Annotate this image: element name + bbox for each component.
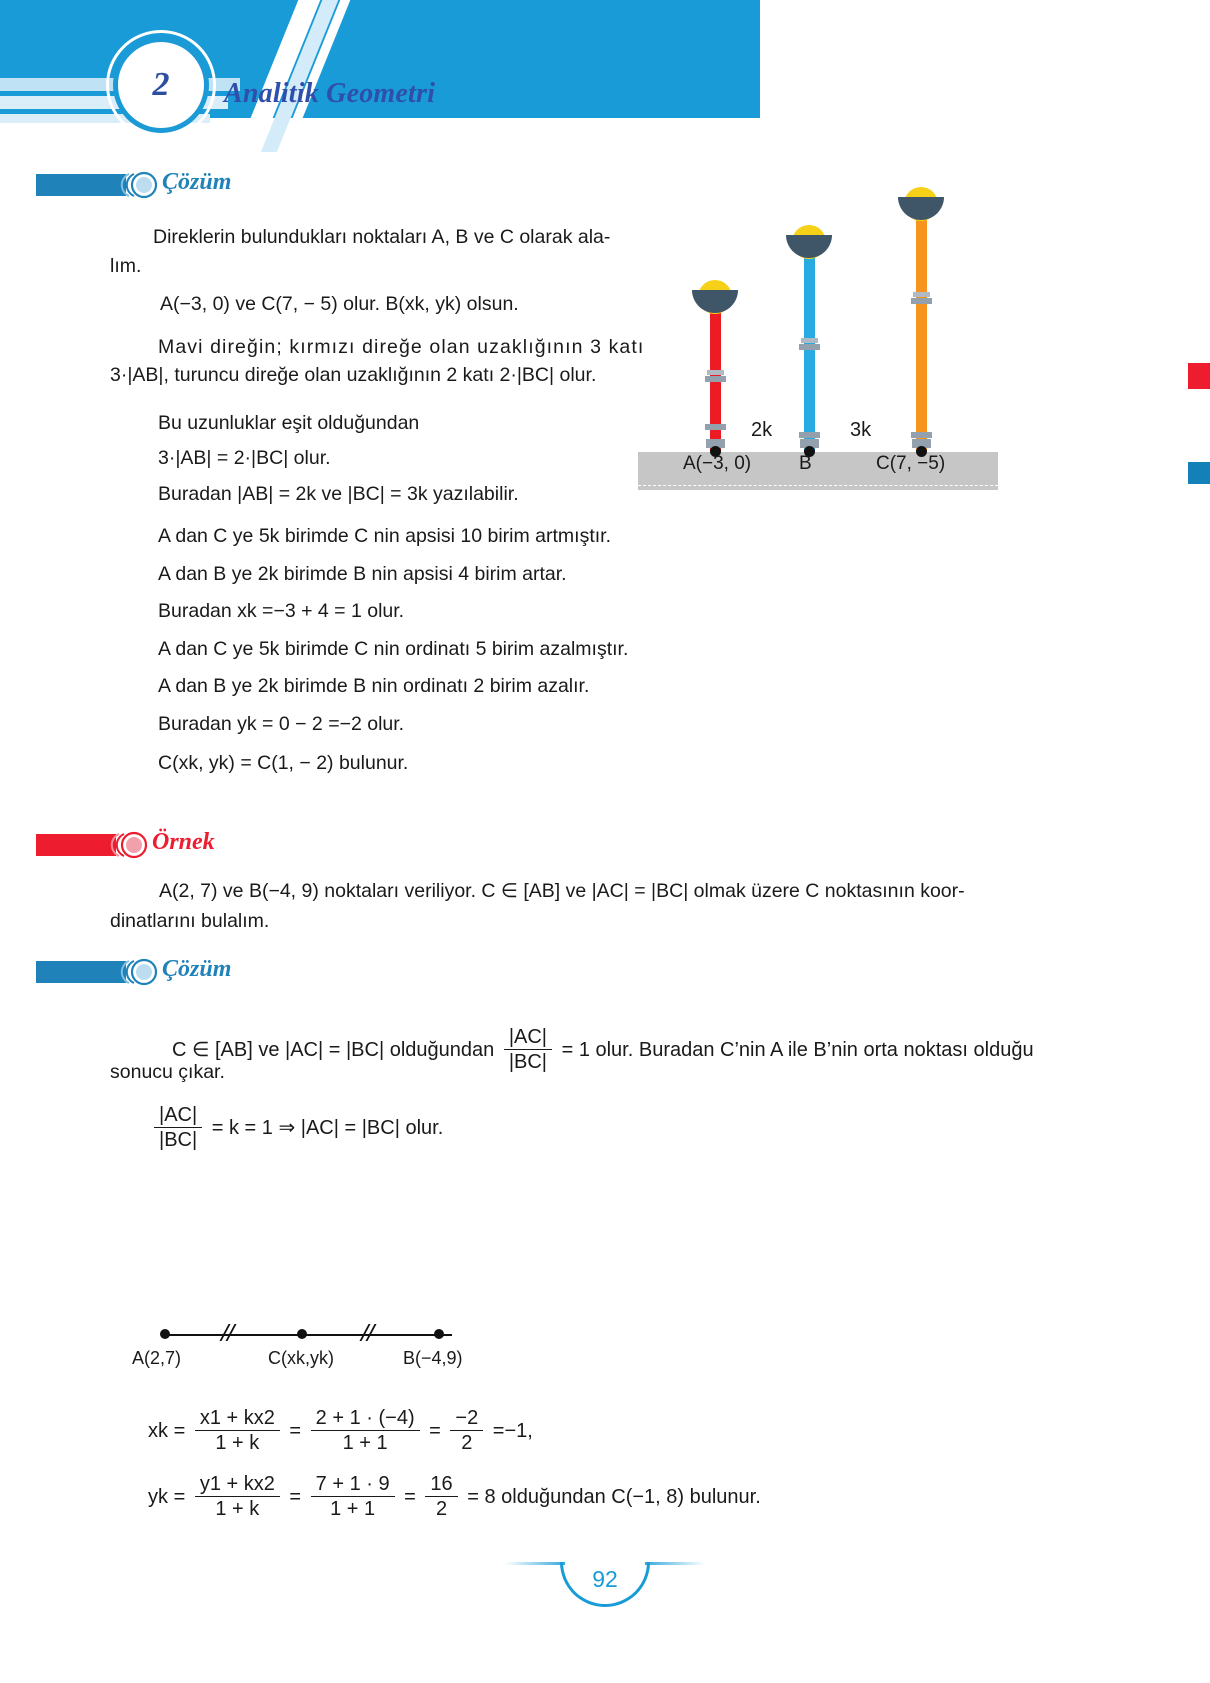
pole-blue-shaft: [804, 252, 815, 452]
ratio-fraction-denominator: |BC|: [154, 1127, 202, 1151]
ground-label-c: C(7, −5): [876, 453, 946, 474]
margin-mark-blue: [1188, 462, 1210, 484]
segment-point-b: [434, 1329, 444, 1339]
section-bar: [36, 834, 116, 856]
footer-rule-right: [645, 1562, 705, 1565]
gap-label-ab: 2k: [751, 419, 773, 441]
solution1-line-1: lım.: [110, 255, 142, 277]
solution1-line-11: A dan C ye 5k birimde C nin ordinatı 5 birim azalmıştır.: [158, 638, 629, 660]
pole-red-lamp-bowl: [692, 290, 738, 313]
equation-yk-tail: = 8 olduğundan C(−1, 8) bulunur.: [467, 1485, 761, 1508]
segment-label-a: A(2,7): [132, 1348, 182, 1368]
solution2-intro-row: [172, 1027, 1034, 1074]
pole-blue-lamp-bowl: [786, 235, 832, 258]
equation-yk-eq2: =: [289, 1485, 302, 1508]
pole-orange-shaft: [916, 214, 927, 452]
segment-line: [164, 1334, 452, 1336]
pole-red-collar-mid2: [707, 370, 724, 375]
ratio-fraction-numerator: |AC|: [508, 1026, 548, 1048]
equation-xk-tail: =−1,: [492, 1419, 533, 1442]
example-line-1: A(2, 7) ve B(−4, 9) noktaları veriliyor. C ∈ [AB] ve |AC| = |BC| olmak üzere C noktasının koor-: [159, 880, 965, 902]
chapter-title: Analitik Geometri: [224, 78, 436, 109]
equation-yk-fraction-3-numerator: 16: [430, 1473, 453, 1495]
equation-xk-fraction-1: [195, 1407, 280, 1454]
equation-xk-fraction-3: [450, 1407, 483, 1454]
equation-yk-fraction-2: [311, 1473, 395, 1520]
equation-xk-fraction-1-denominator: 1 + k: [195, 1430, 280, 1454]
segment-tick-ac: [222, 1324, 236, 1342]
equation-ratio-k-rest: = k = 1 ⇒ |AC| = |BC| olur.: [211, 1116, 444, 1139]
footer-rule-left: [505, 1562, 565, 1565]
solution2-intro-c: sonucu çıkar.: [110, 1061, 225, 1083]
equation-xk-fraction-3-denominator: 2: [450, 1430, 483, 1454]
equation-xk-eq2: =: [289, 1419, 302, 1442]
pole-diagram: [638, 225, 998, 490]
segment-point-c: [297, 1329, 307, 1339]
equation-xk-fraction-2: [311, 1407, 420, 1454]
equation-xk: [148, 1408, 533, 1455]
solution1-line-2: A(−3, 0) ve C(7, − 5) olur. B(xk, yk) olsun.: [160, 293, 519, 315]
segment-tick-cb: [362, 1324, 376, 1342]
equation-yk-fraction-3-denominator: 2: [425, 1496, 457, 1520]
ground-label-a: A(−3, 0): [683, 453, 752, 474]
section-label-solution-1: [36, 169, 316, 198]
page-number: 92: [592, 1566, 618, 1592]
segment-diagram: [132, 1322, 470, 1382]
solution1-line-7: Buradan |AB| = 2k ve |BC| = 3k yazılabilir.: [158, 483, 519, 505]
target-rings-icon: [110, 831, 154, 859]
equation-yk-fraction-1-numerator: y1 + kx2: [199, 1473, 275, 1495]
target-rings-icon: [120, 958, 164, 986]
section-label-text: Çözüm: [162, 169, 232, 195]
solution1-line-9: A dan B ye 2k birimde B nin apsisi 4 birim artar.: [158, 563, 567, 585]
equation-yk-eq1: =: [173, 1485, 186, 1508]
ratio-fraction-numerator: |AC|: [159, 1104, 198, 1126]
page-footer: [0, 1540, 1210, 1610]
ratio-fraction: [154, 1104, 202, 1151]
pole-blue-collar-mid: [799, 344, 820, 350]
section-bar: [36, 174, 126, 196]
pole-red-collar-low: [705, 424, 726, 430]
target-rings-icon: [120, 171, 164, 199]
pole-orange-collar-low: [911, 432, 932, 438]
equation-yk-fraction-2-numerator: 7 + 1 · 9: [315, 1473, 390, 1495]
pole-orange-lamp-bowl: [898, 197, 944, 220]
solution1-line-13: Buradan yk = 0 − 2 =−2 olur.: [158, 713, 405, 735]
ratio-fraction-inline: [504, 1026, 552, 1073]
solution1-line-3: Mavi direğin; kırmızı direğe olan uzaklığının 3 katı: [158, 336, 645, 358]
solution1-line-12: A dan B ye 2k birimde B nin ordinatı 2 birim azalır.: [158, 675, 590, 697]
solution1-line-0: Direklerin bulundukları noktaları A, B ve C olarak ala-: [153, 226, 611, 248]
pole-blue-collar-mid2: [801, 338, 818, 343]
equation-xk-fraction-1-numerator: x1 + kx2: [199, 1407, 275, 1429]
section-label-solution-2: [36, 956, 316, 985]
ratio-fraction-denominator: |BC|: [504, 1049, 552, 1073]
section-label-example: [36, 829, 316, 858]
equation-yk-fraction-1: [195, 1473, 280, 1520]
section-label-text: Örnek: [152, 829, 215, 855]
solution1-line-6: 3·|AB| = 2·|BC| olur.: [158, 447, 331, 469]
solution1-line-4: 3·|AB|, turuncu direğe olan uzaklığının 2 katı 2·|BC| olur.: [110, 364, 597, 386]
pole-orange-collar-mid2: [913, 292, 930, 297]
equation-xk-lhs: xk: [148, 1419, 168, 1442]
equation-yk-fraction-2-denominator: 1 + 1: [311, 1496, 395, 1520]
gap-label-bc: 3k: [850, 419, 872, 441]
equation-yk-lhs: yk: [148, 1485, 168, 1508]
ground-dashed-line: [638, 485, 998, 486]
equation-xk-eq3: =: [429, 1419, 441, 1442]
equation-ratio-k: [150, 1105, 443, 1152]
section-bar: [36, 961, 126, 983]
equation-yk-fraction-3: [425, 1473, 457, 1520]
pole-orange-collar-mid: [911, 298, 932, 304]
pole-blue-collar-low: [799, 432, 820, 438]
equation-yk: [148, 1474, 761, 1521]
equation-yk-eq3: =: [404, 1485, 416, 1508]
solution2-intro-a: C ∈ [AB] ve |AC| = |BC| olduğundan: [172, 1038, 495, 1061]
solution1-line-8: A dan C ye 5k birimde C nin apsisi 10 birim artmıştır.: [158, 525, 612, 547]
equation-xk-eq1: =: [173, 1419, 186, 1442]
ground-label-b: B: [799, 453, 812, 474]
solution1-line-14: C(xk, yk) = C(1, − 2) bulunur.: [158, 752, 409, 774]
equation-xk-fraction-2-denominator: 1 + 1: [311, 1430, 420, 1454]
equation-xk-fraction-3-numerator: −2: [455, 1407, 479, 1429]
section-label-text: Çözüm: [162, 956, 232, 982]
segment-label-b: B(−4,9): [403, 1348, 463, 1368]
solution1-line-10: Buradan xk =−3 + 4 = 1 olur.: [158, 600, 405, 622]
example-line-2: dinatlarını bulalım.: [110, 910, 270, 932]
margin-mark-red: [1188, 363, 1210, 389]
chapter-number: 2: [152, 66, 170, 103]
segment-point-a: [160, 1329, 170, 1339]
equation-yk-fraction-1-denominator: 1 + k: [195, 1496, 280, 1520]
solution1-line-5: Bu uzunluklar eşit olduğundan: [158, 412, 420, 434]
page-header: [0, 0, 1210, 152]
pole-red-collar-mid: [705, 376, 726, 382]
solution2-intro-b: = 1 olur. Buradan C’nin A ile B’nin orta noktası olduğu: [561, 1038, 1034, 1061]
segment-label-c: C(xk,yk): [268, 1348, 334, 1368]
equation-xk-fraction-2-numerator: 2 + 1 · (−4): [315, 1407, 415, 1429]
